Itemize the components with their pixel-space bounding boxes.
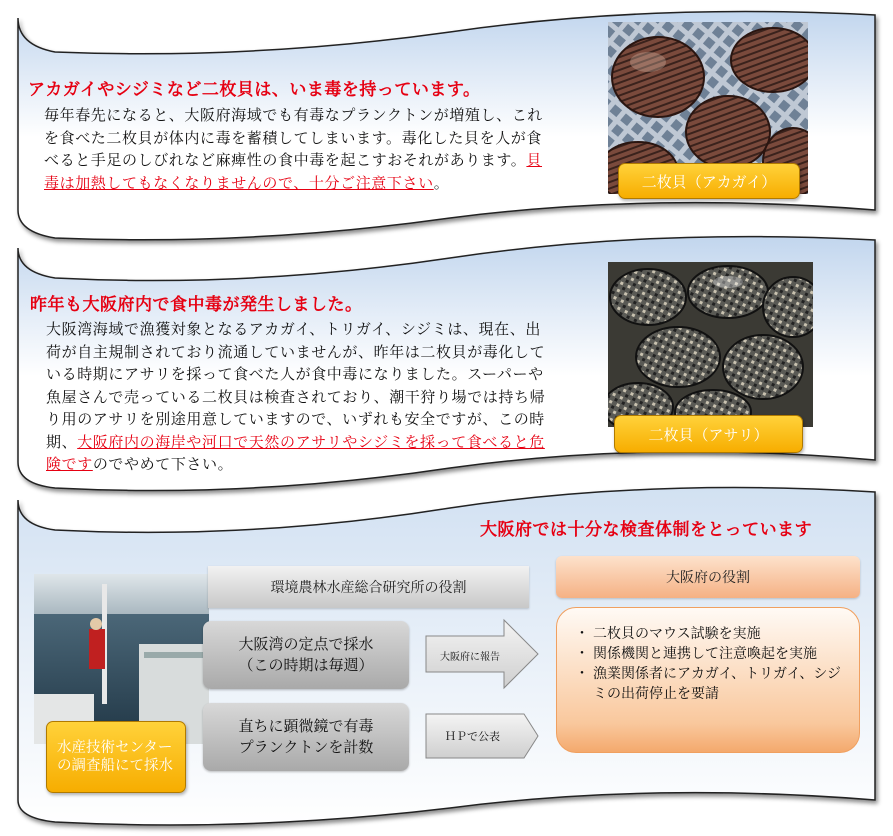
section2-body-end: のでやめて下さい。 [92, 455, 234, 473]
section1-body-text: 毎年春先になると、大阪府海域でも有毒なプランクトンが増殖し、これを食べた二枚貝が体内に毒を蓄積してしまいます。毒化した貝を人が食べると手足のしびれなど麻痺性の食中毒を起こすおそれがあります。 [44, 106, 543, 169]
section1-body-end: 。 [433, 173, 450, 192]
section1-body [44, 104, 544, 194]
photo-research-vessel [34, 574, 209, 744]
research-vessel-image [34, 574, 209, 744]
arrow-publish-label: ＨＰで公表 [445, 730, 500, 743]
photo-asari [608, 262, 813, 427]
caption-research-vessel: 水産技術センターの調査船にて採水 [46, 721, 186, 793]
section2-warning: 大阪府内の海岸や河口で天然のアサリやシジミを採って食べると危険です [46, 432, 545, 473]
institute-role-header: 環境農林水産総合研究所の役割 [208, 566, 529, 608]
prefecture-role-header: 大阪府の役割 [556, 556, 860, 598]
step-sample-water: 大阪湾の定点で採水 （この時期は毎週） [203, 621, 409, 689]
section2-body [46, 318, 556, 476]
section2-title: 昨年も大阪府内で食中毒が発生しました。 [30, 295, 363, 315]
caption-akagai: 二枚貝（アカガイ） [618, 163, 800, 199]
arrow-report-label: 大阪府に報告 [440, 652, 500, 663]
role-item-mouse-test: ・ 二枚貝のマウス試験を実施 [579, 624, 845, 644]
step-count-plankton: 直ちに顕微鏡で有毒 プランクトンを計数 [203, 703, 409, 771]
section2-body-text: 大阪湾海域で漁獲対象となるアカガイ、トリガイ、シジミは、現在、出荷が自主規制されており流通していませんが、昨年は二枚貝が毒化している時期にアサリを採って食べた人が食中毒になりました。スーパーや魚屋さんで売っている二枚貝は検査されており、潮干狩り場では持ち帰り用のアサリを別途用意していますので、いずれも安全ですが、この時期、 [46, 320, 546, 451]
prefecture-role-list [556, 607, 860, 753]
caption-asari: 二枚貝（アサリ） [614, 415, 803, 453]
role-item-alert: ・ 関係機関と連携して注意喚起を実施 [579, 644, 845, 664]
asari-clams-image [608, 262, 813, 427]
section3-title: 大阪府では十分な検査体制をとっています [480, 520, 813, 540]
section1-title: アカガイやシジミなど二枚貝は、いま毒を持っています。 [28, 80, 481, 100]
role-item-suspend-shipping: ・ 漁業関係者にアカガイ、トリガイ、シジミの出荷停止を要請 [579, 664, 845, 704]
section1-warning: 貝毒は加熱してもなくなりませんので、十分ご注意下さい [44, 151, 543, 192]
